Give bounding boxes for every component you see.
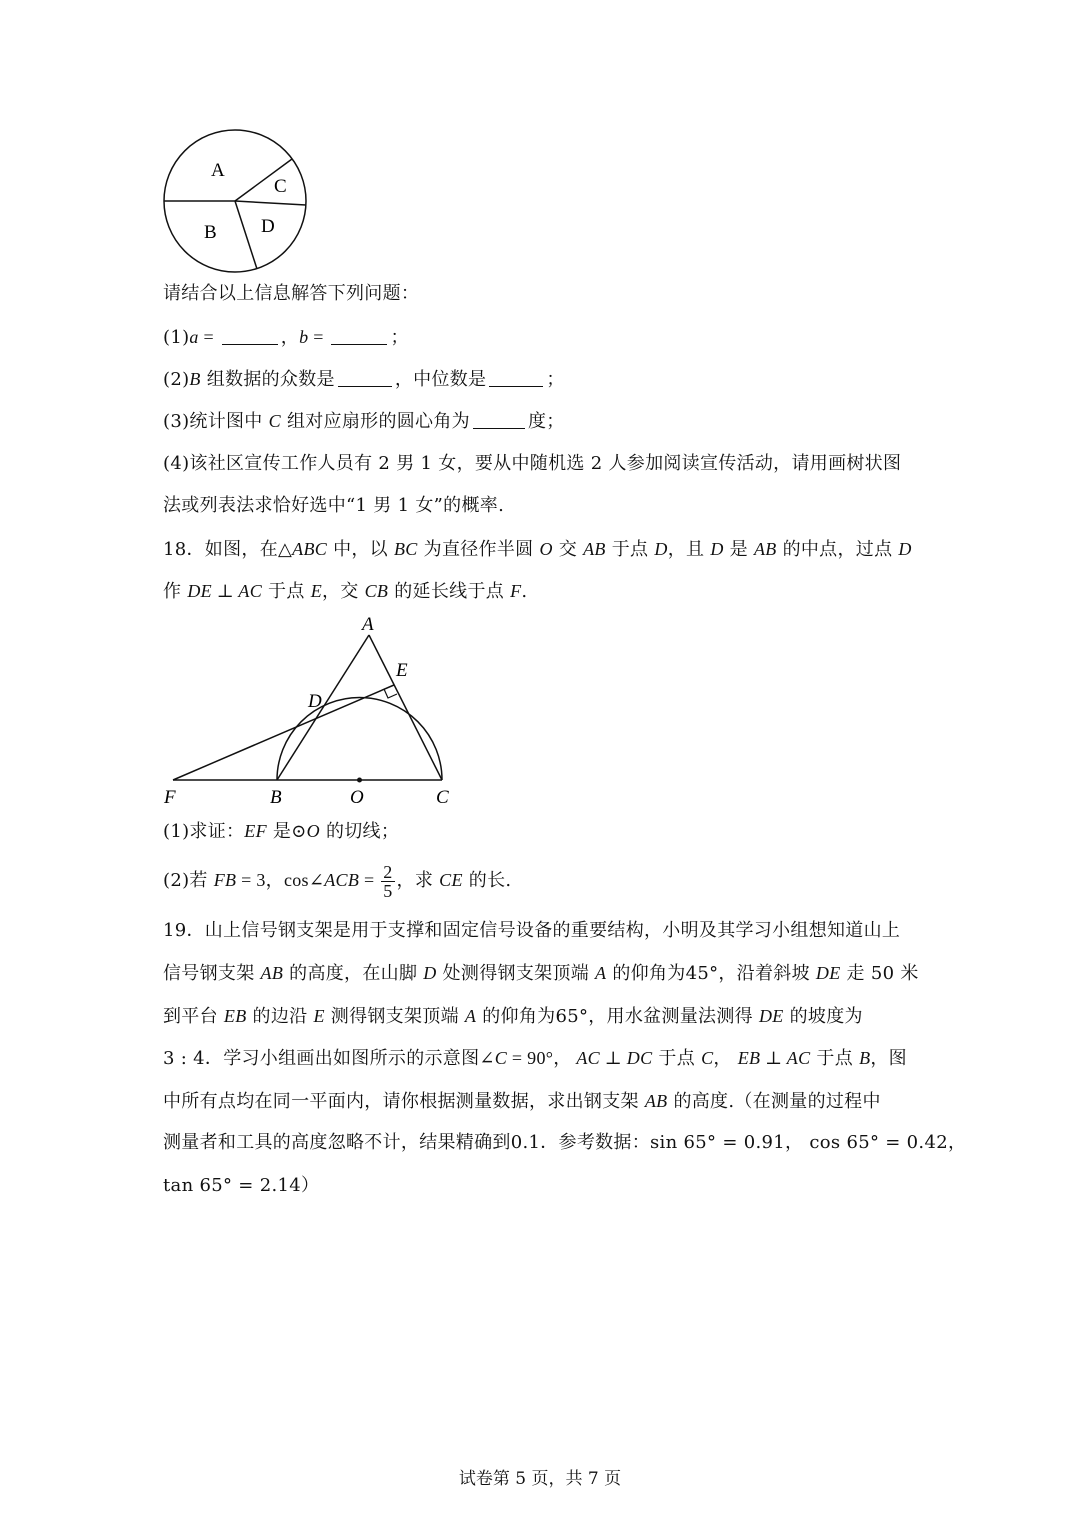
pie-label-b: B [204, 222, 217, 243]
q19-text-line2: 信号钢支架 AB 的高度，在山脚 D 处测得钢支架顶端 A 的仰角为45°，沿着斜坡 DE 走 50 米 [163, 963, 919, 984]
pie-label-a: A [211, 160, 225, 181]
label-e: E [396, 660, 408, 681]
pie-divider-bd [235, 201, 257, 269]
q17-intro: 请结合以上信息解答下列问题： [163, 283, 420, 304]
q19-text-line3: 到平台 EB 的边沿 E 测得钢支架顶端 A 的仰角为65°，用水盆测量法测得 DE 的坡度为 [163, 1006, 863, 1027]
q19-text-line1: 19．山上信号钢支架是用于支撑和固定信号设备的重要结构，小明及其学习小组想知道山上 [163, 920, 901, 941]
q18-sub2: (2)若 FB = 3，cos∠ACB = $\frac{2}{5}$ ，求 CE 的长. [163, 861, 512, 901]
q19-text-line4: 3 : 4．学习小组画出如图所示的示意图∠C = 90°， AC ⊥ DC 于点 C， EB ⊥ AC 于点 B，图 [163, 1048, 907, 1069]
label-f: F [164, 787, 176, 808]
q19-text-line7: tan 65° = 2.14） [163, 1175, 320, 1196]
point-o [357, 778, 362, 783]
label-d: D [308, 691, 322, 712]
right-angle-mark [384, 689, 397, 698]
q19-text-line6: 测量者和工具的高度忽略不计，结果精确到0.1．参考数据：sin 65° = 0.91， cos 65° = 0.42， [163, 1132, 967, 1153]
q17-part4-line2: 法或列表法求恰好选中“1 男 1 女”的概率. [163, 495, 505, 516]
q18-sub1: (1)求证：EF 是⊙O 的切线； [163, 821, 400, 842]
q17-part3: (3)统计图中 C 组对应扇形的圆心角为 度； [163, 411, 565, 432]
q17-part2: (2)B 组数据的众数是 ，中位数是 ； [163, 369, 565, 390]
answer-blank-a[interactable] [222, 326, 278, 345]
fraction-two-fifths: $\frac{2}{5}$ [383, 861, 393, 901]
answer-blank-b[interactable] [331, 326, 387, 345]
q17-part4-line1: (4)该社区宣传工作人员有 2 男 1 女，要从中随机选 2 人参加阅读宣传活动，请用画树状图 [163, 453, 902, 474]
page-footer: 试卷第 5 页，共 7 页 [458, 1469, 622, 1489]
answer-blank-angle[interactable] [473, 410, 525, 429]
pie-chart-figure [150, 125, 320, 280]
geometry-figure-q18 [150, 608, 470, 813]
label-b: B [270, 787, 282, 808]
q19-text-line5: 中所有点均在同一平面内，请你根据测量数据，求出钢支架 AB 的高度.（在测量的过程中 [163, 1091, 881, 1112]
answer-blank-mode[interactable] [338, 368, 392, 387]
q18-text-line1: 18．如图，在△ABC 中，以 BC 为直径作半圆 O 交 AB 于点 D，且 D 是 AB 的中点，过点 D [163, 539, 912, 560]
label-c: C [436, 787, 449, 808]
pie-label-c: C [274, 176, 287, 197]
line-ab [277, 635, 369, 780]
pie-divider-cd [235, 201, 306, 205]
pie-label-d: D [261, 216, 275, 237]
line-ac [369, 635, 442, 780]
line-fe [173, 685, 394, 780]
q18-text-line2: 作 DE ⊥ AC 于点 E，交 CB 的延长线于点 F. [163, 581, 528, 602]
label-a: A [362, 614, 374, 635]
q17-part1: (1)a = ，b = ； [163, 327, 409, 348]
label-o: O [350, 787, 364, 808]
semicircle-o [277, 698, 442, 781]
answer-blank-median[interactable] [489, 368, 543, 387]
